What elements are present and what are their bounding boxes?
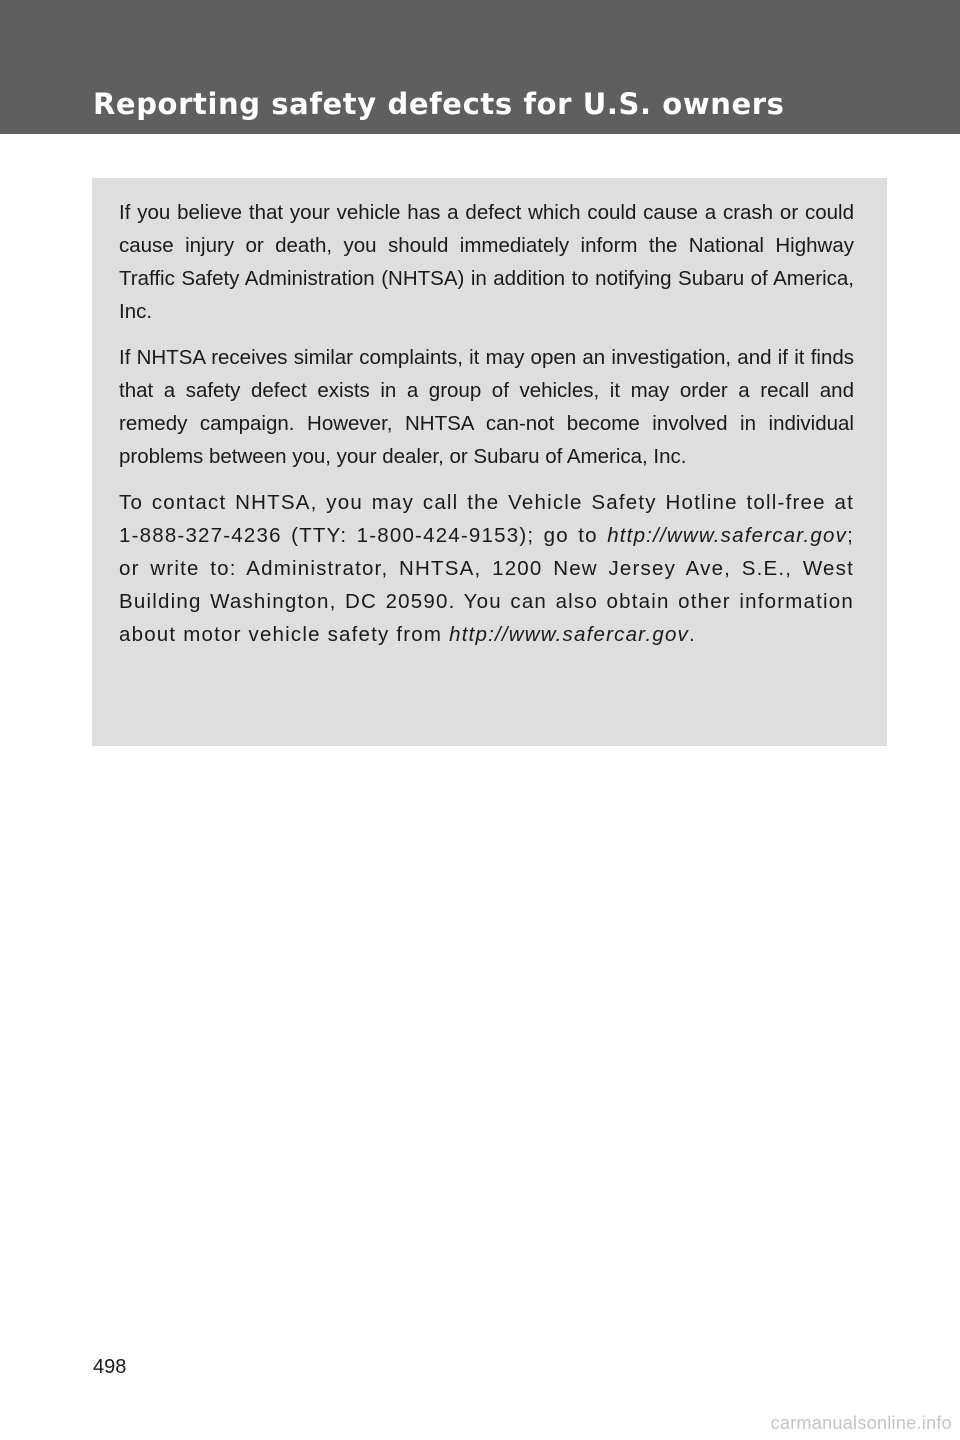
watermark: carmanualsonline.info bbox=[770, 1413, 952, 1433]
paragraph-3-text-3: . bbox=[689, 623, 696, 646]
notice-paragraph-3 bbox=[119, 486, 854, 651]
safercar-link-2[interactable]: http://www.safercar.gov bbox=[449, 623, 689, 646]
paragraph-3-text-2: ; or write to: Administrator, NHTSA, 1200 New Jersey Ave, S.E., West Building Washington, DC 20590. You can also obtain other information about motor vehicle safety from bbox=[119, 524, 854, 646]
page-number: 498 bbox=[93, 1356, 127, 1378]
page-title: Reporting safety defects for U.S. owners bbox=[93, 87, 785, 121]
safety-notice-box bbox=[92, 178, 887, 746]
paragraph-3-text-1: To contact NHTSA, you may call the Vehicle Safety Hotline toll-free at 1-888-327-4236 (TTY: 1-800-424-9153); go to bbox=[119, 491, 854, 547]
safercar-link-1[interactable]: http://www.safercar.gov bbox=[607, 524, 848, 547]
header-bar bbox=[0, 0, 960, 134]
notice-paragraph-2: If NHTSA receives similar complaints, it may open an investigation, and if it finds that a safety defect exists in a group of vehicles, it may order a recall and remedy campaign. However, NHTSA can-not become involved in individual problems between you, your dealer, or Subaru of America, Inc. bbox=[119, 346, 854, 468]
notice-paragraph-1: If you believe that your vehicle has a defect which could cause a crash or could cause injury or death, you should immediately inform the National Highway Traffic Safety Administration (NHTSA) in addition to notifying Subaru of America, Inc. bbox=[119, 201, 854, 323]
